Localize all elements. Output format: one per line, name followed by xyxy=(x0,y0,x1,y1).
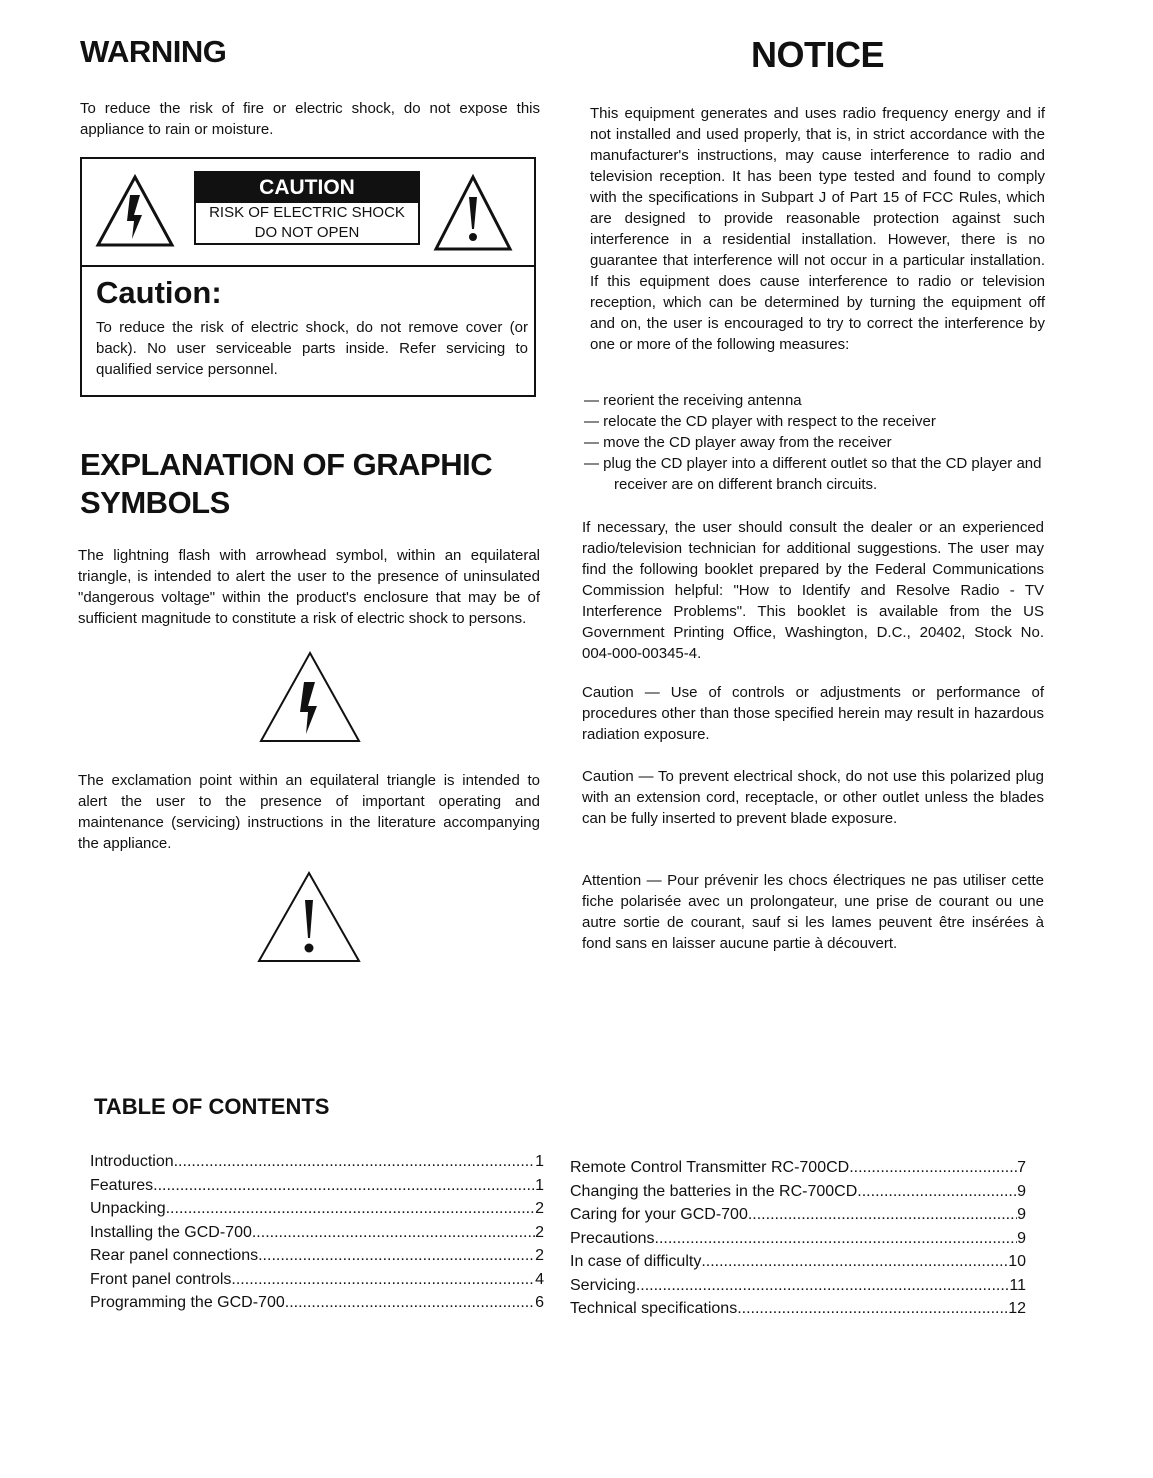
toc-entry-label: Features xyxy=(90,1176,154,1194)
toc-entry xyxy=(90,1150,544,1174)
caution-heading: Caution: xyxy=(96,275,222,310)
toc-leader-dots xyxy=(252,1221,535,1245)
warning-text: To reduce the risk of fire or electric shock, do not expose this appliance to rain or moisture. xyxy=(80,100,540,138)
toc-entry-label: Remote Control Transmitter RC-700CD xyxy=(570,1159,850,1176)
toc-entry-page: 2 xyxy=(535,1200,544,1217)
notice-text: This equipment generates and uses radio frequency energy and if not installed and used properly, that is, in strict accordance with the manufacturer's instructions, may cause interference to radio and television reception. It has been type tested and found to comply with the specifications in Subpart J of Part 15 of FCC Rules, which are designed to provide reasonable protection against such interference in a residential installation. However, there is no guarantee that interference will not occur in a particular installation. If this equipment does cause interference to radio or television reception, which can be determined by turning the equipment off and on, the user is encouraged to try to correct the interference by one or more of the following measures: xyxy=(590,105,1045,353)
toc-entry-label: Technical specifications xyxy=(570,1300,738,1317)
explanation-lightning-text: The lightning flash with arrowhead symbol, within an equilateral triangle, is intended to alert the user to the presence of uninsulated "dangerous voltage" within the product's enclosure that may be of sufficient magnitude to constitute a risk of electric shock to persons. xyxy=(78,547,540,627)
caution-box xyxy=(80,157,536,397)
toc-entry-page: 2 xyxy=(535,1247,544,1264)
toc-entry-page: 6 xyxy=(535,1294,544,1311)
exclamation-triangle-icon xyxy=(256,870,362,964)
toc-entry-page: 11 xyxy=(1009,1276,1026,1294)
toc-leader-dots xyxy=(153,1174,535,1198)
toc-entry-page: 2 xyxy=(535,1223,544,1241)
toc-leader-dots xyxy=(857,1180,1017,1204)
toc-entry xyxy=(90,1244,544,1268)
warning-title: WARNING xyxy=(80,34,227,69)
toc-entry-label: Rear panel connections xyxy=(90,1247,259,1264)
toc-entry-label: Caring for your GCD-700 xyxy=(570,1206,748,1223)
exclamation-triangle-icon xyxy=(432,173,514,253)
toc-entry-page: 4 xyxy=(535,1270,544,1288)
toc-entry-page: 1 xyxy=(535,1176,544,1194)
toc-entry-page: 10 xyxy=(1008,1253,1026,1270)
caution-radiation-text: Caution — Use of controls or adjustments or performance of procedures other than those specified herein may result in hazardous radiation exposure. xyxy=(582,684,1044,743)
toc-entry-label: Programming the GCD-700 xyxy=(90,1294,285,1311)
caution-label xyxy=(194,171,420,245)
toc-entry xyxy=(570,1227,1026,1251)
caution-label-line1: RISK OF ELECTRIC SHOCK xyxy=(209,204,405,221)
toc-entry xyxy=(570,1250,1026,1274)
caution-text: To reduce the risk of electric shock, do not remove cover (or back). No user serviceable parts inside. Refer servicing to qualified service personnel. xyxy=(96,319,528,378)
toc-entry xyxy=(570,1203,1026,1227)
toc-entry-label: Introduction xyxy=(90,1153,174,1170)
toc-leader-dots xyxy=(258,1244,535,1268)
toc-leader-dots xyxy=(285,1291,535,1315)
caution-label-line2: DO NOT OPEN xyxy=(254,224,360,241)
toc-title: TABLE OF CONTENTS xyxy=(94,1094,330,1119)
toc-entry xyxy=(570,1156,1026,1180)
toc-leader-dots xyxy=(655,1227,1018,1251)
toc-entry-page: 12 xyxy=(1008,1300,1026,1317)
toc-leader-dots xyxy=(166,1197,535,1221)
toc-leader-dots xyxy=(849,1156,1017,1180)
toc-entry xyxy=(90,1291,544,1315)
toc-entry-page: 9 xyxy=(1017,1206,1026,1223)
toc-leader-dots xyxy=(737,1297,1008,1321)
toc-entry-label: Servicing xyxy=(570,1276,636,1294)
toc-entry-page: 9 xyxy=(1017,1182,1026,1200)
toc-leader-dots xyxy=(231,1268,535,1292)
toc-leader-dots xyxy=(174,1150,535,1174)
toc-entry-label: Precautions xyxy=(570,1229,655,1247)
toc-entry-page: 1 xyxy=(535,1153,544,1170)
notice-title: NOTICE xyxy=(750,34,884,75)
toc-entry xyxy=(90,1197,544,1221)
toc-entry-label: Installing the GCD-700 xyxy=(90,1223,252,1241)
toc-leader-dots xyxy=(748,1203,1017,1227)
toc-entry xyxy=(90,1268,544,1292)
toc-entry xyxy=(570,1297,1026,1321)
lightning-triangle-icon xyxy=(258,650,362,744)
toc-entry xyxy=(570,1180,1026,1204)
toc-entry xyxy=(570,1274,1026,1298)
toc-leader-dots xyxy=(701,1250,1008,1274)
toc-entry-label: In case of difficulty xyxy=(570,1253,702,1270)
toc-right-column xyxy=(570,1156,1026,1321)
consult-text: If necessary, the user should consult the dealer or an experienced radio/television technician for additional suggestions. The user may find the following booklet prepared by the Federal Communications Commission helpful: "How to Identify and Resolve Radio - TV Interference Problems". This booklet is available from the US Government Printing Office, Washington, D.C., 20402, Stock No. 004-000-00345-4. xyxy=(582,519,1044,662)
list-item: — reorient the receiving antenna xyxy=(584,392,802,409)
toc-entry-label: Changing the batteries in the RC-700CD xyxy=(570,1182,858,1200)
toc-entry xyxy=(90,1174,544,1198)
toc-entry xyxy=(90,1221,544,1245)
caution-label-title: CAUTION xyxy=(196,173,418,203)
toc-entry-label: Unpacking xyxy=(90,1200,166,1217)
caution-top-panel xyxy=(82,159,534,267)
toc-left-column xyxy=(90,1150,544,1315)
toc-entry-label: Front panel controls xyxy=(90,1270,232,1288)
explanation-exclamation-text: The exclamation point within an equilateral triangle is intended to alert the user to the presence of important operating and maintenance (servicing) instructions in the literature accompanying the appliance. xyxy=(78,772,540,852)
toc-entry-page: 7 xyxy=(1017,1159,1026,1176)
caution-plug-text: Caution — To prevent electrical shock, do not use this polarized plug with an extension cord, receptacle, or other outlet unless the blades can be fully inserted to prevent blade exposure. xyxy=(582,768,1044,827)
toc-leader-dots xyxy=(636,1274,1010,1298)
lightning-triangle-icon xyxy=(94,173,176,249)
list-item: — move the CD player away from the receiver xyxy=(584,434,892,451)
explanation-title: EXPLANATION OF GRAPHIC SYMBOLS xyxy=(80,447,493,520)
measures-list xyxy=(584,390,1046,495)
toc-entry-page: 9 xyxy=(1017,1229,1026,1247)
list-item: — plug the CD player into a different outlet so that the CD player and receiver are on different branch circuits. xyxy=(584,455,1042,493)
list-item: — relocate the CD player with respect to the receiver xyxy=(584,413,936,430)
attention-text: Attention — Pour prévenir les chocs électriques ne pas utiliser cette fiche polarisée avec un prolongateur, une prise de courant ou une autre sortie de courant, sauf si les lames peuvent être insérées à fond sans en laisser aucune partie à découvert. xyxy=(582,872,1044,952)
